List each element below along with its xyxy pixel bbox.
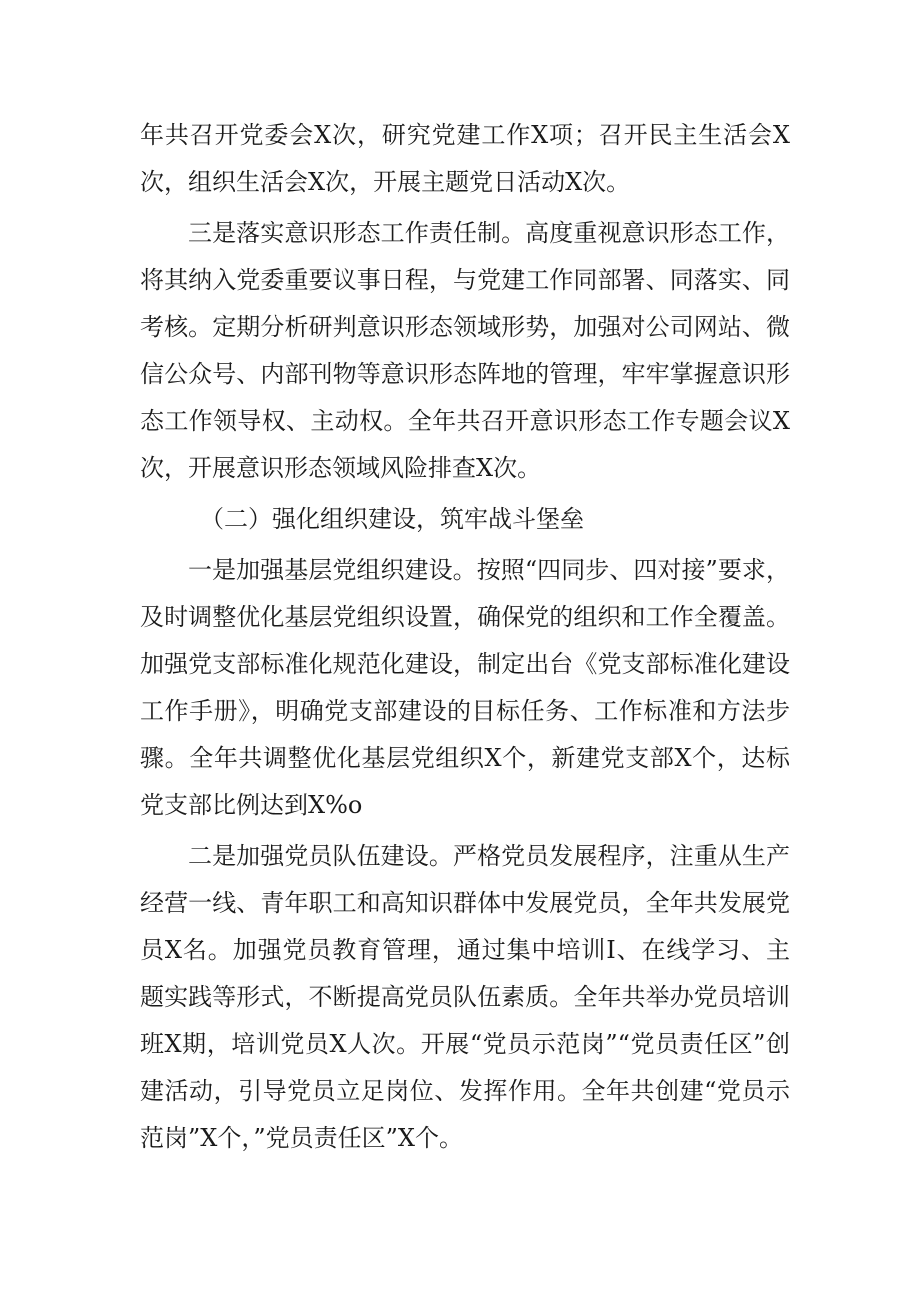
paragraph-continuation: 年共召开党委会X次，研究党建工作X项；召开民主生活会X次，组织生活会X次，开展主题党日活动X次。 (140, 121, 790, 196)
section-heading: （二）强化组织建设，筑牢战斗堡垒 (200, 505, 584, 533)
paragraph-ideology-responsibility: 三是落实意识形态工作责任制。高度重视意识形态工作，将其纳入党委重要议事日程，与党建工作同部署、同落实、同考核。定期分析研判意识形态领域形势，加强对公司网站、微信公众号、内部刊物等意识形态阵地的管理，牢牢掌握意识形态工作领导权、主动权。全年共召开意识形态工作专题会议X次，开展意识形态领域风险排查X次。 (140, 219, 790, 482)
document-body (140, 112, 790, 1166)
paragraph-grassroots-organization: 一是加强基层党组织建设。按照“四同步、四对接”要求，及时调整优化基层党组织设置，确保党的组织和工作全覆盖。加强党支部标准化规范化建设，制定出台《党支部标准化建设工作手册》，明确党支部建设的目标任务、工作标准和方法步骤。全年共调整优化基层党组织X个，新建党支部X个，达标党支部比例达到X%o (140, 556, 790, 819)
paragraph-party-members: 二是加强党员队伍建设。严格党员发展程序，注重从生产经营一线、青年职工和高知识群体中发展党员，全年共发展党员X名。加强党员教育管理，通过集中培训I、在线学习、主题实践等形式，不断提高党员队伍素质。全年共举办党员培训班X期，培训党员X人次。开展“党员示范岗”“党员责任区”创建活动，引导党员立足岗位、发挥作用。全年共创建“党员示范岗”X个，”党员责任区”X个。 (140, 842, 790, 1152)
